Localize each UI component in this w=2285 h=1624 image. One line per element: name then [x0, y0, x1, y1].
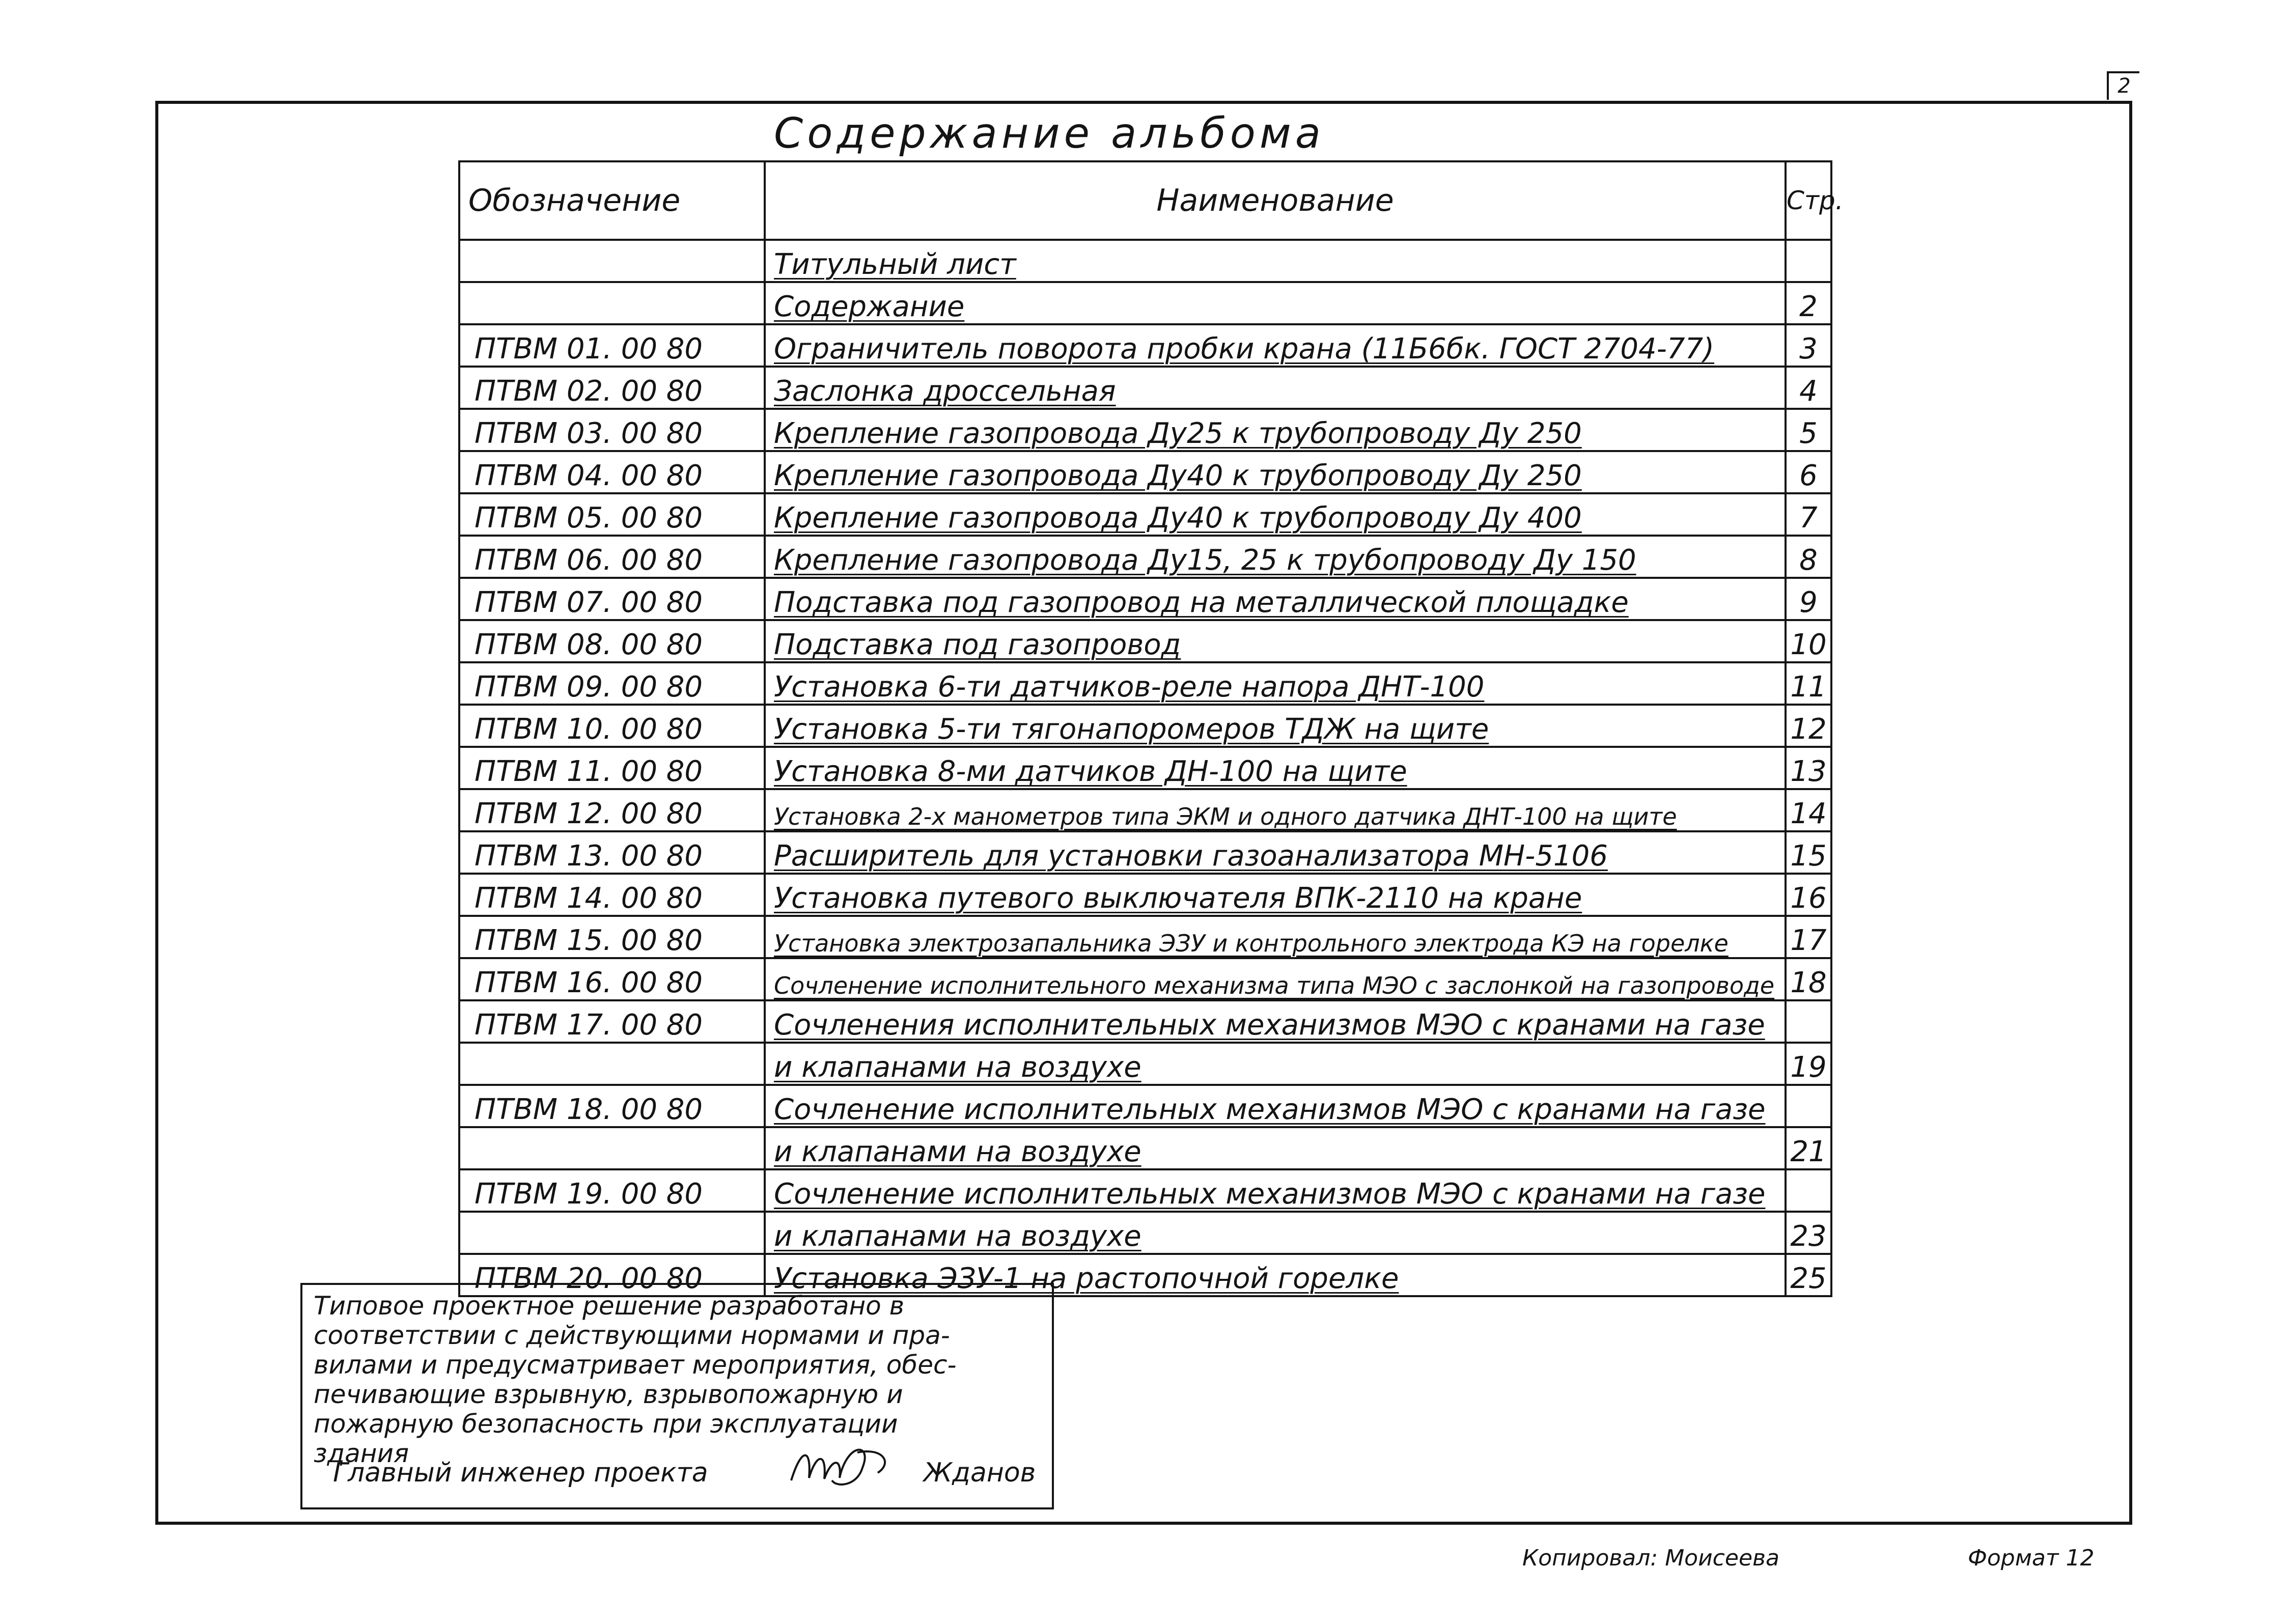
row-name: Расширитель для установки газоанализатора МН-5106 — [765, 831, 1786, 874]
row-name: Сочленения исполнительных механизмов МЭО с кранами на газе — [765, 1000, 1786, 1043]
row-name: Установка 2-х манометров типа ЭКМ и одного датчика ДНТ-100 на щите — [765, 789, 1786, 831]
row-name: Подставка под газопровод — [765, 620, 1786, 662]
row-page: 16 — [1786, 874, 1831, 916]
table-row — [459, 451, 1831, 493]
row-page: 12 — [1786, 705, 1831, 747]
table-row — [459, 874, 1831, 916]
table-row — [459, 1000, 1831, 1043]
table-row — [459, 1127, 1831, 1169]
row-designation: ПТВМ 08. 00 80 — [459, 620, 765, 662]
table-row — [459, 705, 1831, 747]
table-row — [459, 493, 1831, 536]
signature-line — [333, 1458, 1036, 1493]
row-page: 2 — [1786, 282, 1831, 324]
table-row — [459, 620, 1831, 662]
row-designation: ПТВМ 18. 00 80 — [459, 1085, 765, 1127]
row-designation: ПТВМ 17. 00 80 — [459, 1000, 765, 1043]
row-page: 15 — [1786, 831, 1831, 874]
table-row — [459, 1169, 1831, 1212]
contents-table-body — [459, 240, 1831, 1296]
table-row — [459, 367, 1831, 409]
row-page: 19 — [1786, 1043, 1831, 1085]
album-contents-title: Содержание альбома — [774, 109, 1325, 158]
row-name: Установка электрозапальника ЭЗУ и контрольного электрода КЭ на горелке — [765, 916, 1786, 958]
table-row — [459, 282, 1831, 324]
row-designation: ПТВМ 19. 00 80 — [459, 1169, 765, 1212]
row-page — [1786, 1169, 1831, 1212]
row-name: Установка 8-ми датчиков ДН-100 на щите — [765, 747, 1786, 789]
row-name: и клапанами на воздухе — [765, 1043, 1786, 1085]
copied-by-label: Копировал: Моисеева — [1522, 1545, 1779, 1571]
row-designation: ПТВМ 15. 00 80 — [459, 916, 765, 958]
row-page: 13 — [1786, 747, 1831, 789]
signature-name: Жданов — [924, 1458, 1036, 1488]
row-page — [1786, 240, 1831, 282]
row-name: Крепление газопровода Ду25 к трубопроводу Ду 250 — [765, 409, 1786, 451]
row-name: Крепление газопровода Ду15, 25 к трубопроводу Ду 150 — [765, 536, 1786, 578]
design-compliance-note — [300, 1283, 1054, 1509]
table-row — [459, 662, 1831, 705]
row-name: Сочленение исполнительных механизмов МЭО с кранами на газе — [765, 1169, 1786, 1212]
row-name: и клапанами на воздухе — [765, 1212, 1786, 1254]
row-designation — [459, 1127, 765, 1169]
header-page: Стр. — [1786, 161, 1831, 240]
row-designation: ПТВМ 05. 00 80 — [459, 493, 765, 536]
table-row — [459, 578, 1831, 620]
row-name: Крепление газопровода Ду40 к трубопроводу Ду 250 — [765, 451, 1786, 493]
handwritten-signature — [781, 1437, 908, 1493]
row-designation: ПТВМ 16. 00 80 — [459, 958, 765, 1000]
row-designation: ПТВМ 14. 00 80 — [459, 874, 765, 916]
row-name: Сочленение исполнительного механизма типа МЭО с заслонкой на газопроводе — [765, 958, 1786, 1000]
row-page: 6 — [1786, 451, 1831, 493]
format-label: Формат 12 — [1968, 1545, 2095, 1571]
row-page: 18 — [1786, 958, 1831, 1000]
row-name: Установка 6-ти датчиков-реле напора ДНТ-100 — [765, 662, 1786, 705]
sheet-number: 2 — [2107, 71, 2139, 100]
row-name: Титульный лист — [765, 240, 1786, 282]
row-name: Сочленение исполнительных механизмов МЭО с кранами на газе — [765, 1085, 1786, 1127]
row-page: 23 — [1786, 1212, 1831, 1254]
table-row — [459, 1085, 1831, 1127]
table-row — [459, 324, 1831, 367]
row-name: Содержание — [765, 282, 1786, 324]
row-designation: ПТВМ 03. 00 80 — [459, 409, 765, 451]
row-page — [1786, 1000, 1831, 1043]
table-row — [459, 747, 1831, 789]
table-row — [459, 1212, 1831, 1254]
row-designation: ПТВМ 06. 00 80 — [459, 536, 765, 578]
table-row — [459, 831, 1831, 874]
row-page: 25 — [1786, 1254, 1831, 1296]
row-designation: ПТВМ 11. 00 80 — [459, 747, 765, 789]
row-designation — [459, 282, 765, 324]
note-text: Типовое проектное решение разработано в соответствии с действующими нормами и пра- вилами и предусматривает мероприятия, обес- печивающие взрывную, взрывопожарную и пожарную безопасность при эксплуатации здания — [314, 1291, 957, 1468]
row-designation: ПТВМ 04. 00 80 — [459, 451, 765, 493]
signature-role: Главный инженер проекта — [333, 1458, 708, 1488]
row-page: 14 — [1786, 789, 1831, 831]
row-designation: ПТВМ 09. 00 80 — [459, 662, 765, 705]
row-designation — [459, 240, 765, 282]
contents-table-header-row — [459, 161, 1831, 240]
row-name: Заслонка дроссельная — [765, 367, 1786, 409]
row-designation: ПТВМ 13. 00 80 — [459, 831, 765, 874]
contents-table — [458, 160, 1844, 1297]
table-row — [459, 240, 1831, 282]
row-designation: ПТВМ 02. 00 80 — [459, 367, 765, 409]
row-name: Подставка под газопровод на металлической площадке — [765, 578, 1786, 620]
table-row — [459, 958, 1831, 1000]
row-page: 10 — [1786, 620, 1831, 662]
row-name: Установка ЭЗУ-1 на растопочной горелке — [765, 1254, 1786, 1296]
row-page: 11 — [1786, 662, 1831, 705]
row-name: Установка 5-ти тягонапоромеров ТДЖ на щите — [765, 705, 1786, 747]
header-name: Наименование — [765, 161, 1786, 240]
row-page: 7 — [1786, 493, 1831, 536]
row-designation: ПТВМ 10. 00 80 — [459, 705, 765, 747]
row-name: Установка путевого выключателя ВПК-2110 на кране — [765, 874, 1786, 916]
row-designation: ПТВМ 12. 00 80 — [459, 789, 765, 831]
row-page: 17 — [1786, 916, 1831, 958]
row-page: 4 — [1786, 367, 1831, 409]
table-row — [459, 409, 1831, 451]
row-page — [1786, 1085, 1831, 1127]
table-row — [459, 1043, 1831, 1085]
row-designation — [459, 1212, 765, 1254]
table-row — [459, 536, 1831, 578]
header-designation: Обозначение — [459, 161, 765, 240]
row-name: и клапанами на воздухе — [765, 1127, 1786, 1169]
row-page: 5 — [1786, 409, 1831, 451]
row-designation: ПТВМ 01. 00 80 — [459, 324, 765, 367]
row-designation — [459, 1043, 765, 1085]
row-name: Крепление газопровода Ду40 к трубопроводу Ду 400 — [765, 493, 1786, 536]
row-designation: ПТВМ 07. 00 80 — [459, 578, 765, 620]
row-page: 21 — [1786, 1127, 1831, 1169]
row-page: 8 — [1786, 536, 1831, 578]
row-name: Ограничитель поворота пробки крана (11Б6бк. ГОСТ 2704-77) — [765, 324, 1786, 367]
table-row — [459, 916, 1831, 958]
table-row — [459, 789, 1831, 831]
row-page: 9 — [1786, 578, 1831, 620]
row-designation: ПТВМ 20. 00 80 — [459, 1254, 765, 1296]
row-page: 3 — [1786, 324, 1831, 367]
